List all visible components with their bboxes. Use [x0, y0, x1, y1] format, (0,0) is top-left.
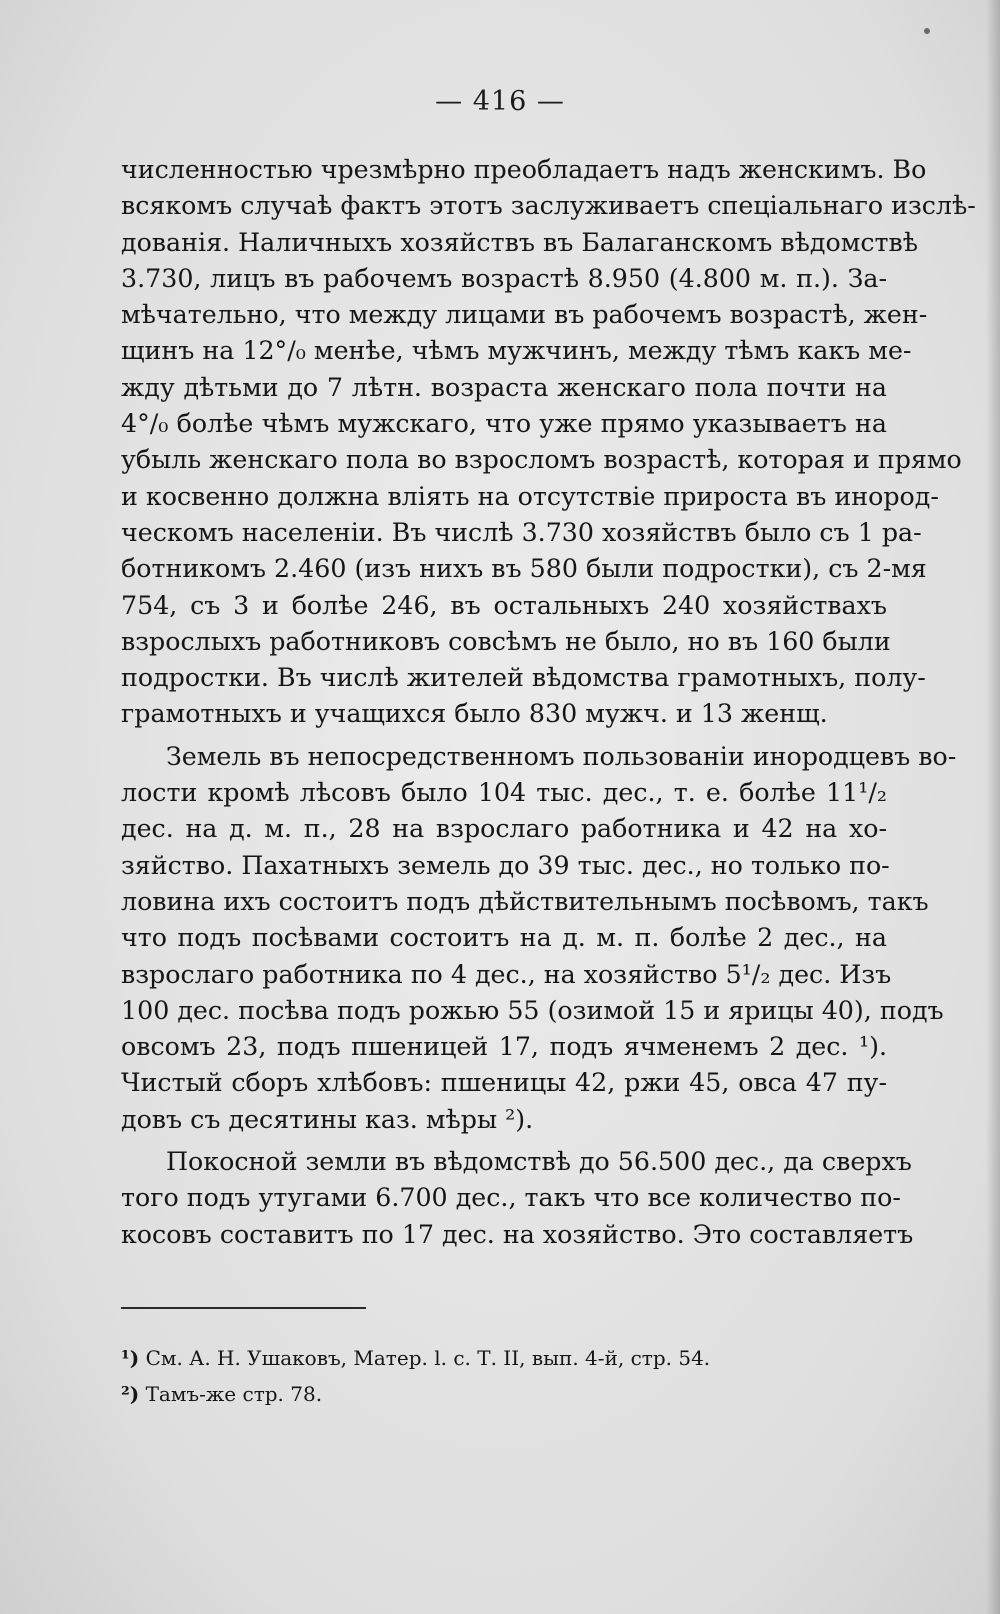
text-line: ботникомъ 2.460 (изъ нихъ въ 580 были подростки), съ 2-мя — [121, 554, 927, 584]
text-line: подростки. Въ числѣ жителей вѣдомства грамотныхъ, полу- — [121, 663, 926, 693]
footnote-rule — [121, 1307, 366, 1309]
paragraph-3 — [121, 1144, 914, 1253]
text-line: взрослыхъ работниковъ совсѣмъ не было, но въ 160 были — [121, 626, 891, 656]
page-edge-shadow — [986, 0, 1000, 1614]
text-line: что подъ посѣвами состоитъ на д. м. п. болѣе 2 дес., на — [121, 923, 887, 953]
footnote-mark: ¹) — [121, 1346, 140, 1370]
text-line: Земель въ непосредственномъ пользованіи инородцевъ во- — [166, 741, 957, 771]
text-line: численностью чрезмѣрно преобладаетъ надъ женскимъ. Во — [121, 155, 927, 184]
text-line: убыль женскаго пола во взросломъ возрастѣ, которая и прямо — [121, 445, 962, 475]
footnote-1 — [121, 1340, 887, 1376]
text-line: лости кромѣ лѣсовъ было 104 тыс. дес., т. е. болѣе 11¹/₂ — [121, 778, 887, 808]
text-line: косовъ составитъ по 17 дес. на хозяйство. Это составляетъ — [121, 1219, 914, 1249]
text-line: довъ съ десятины каз. мѣры ²). — [121, 1104, 534, 1134]
text-line: дес. на д. м. п., 28 на взрослаго работника и 42 на хо- — [121, 814, 887, 844]
text-line: щинъ на 12°/₀ менѣе, чѣмъ мужчинъ, между тѣмъ какъ ме- — [121, 336, 912, 366]
footnote-2 — [121, 1376, 887, 1412]
text-line: мѣчательно, что между лицами въ рабочемъ возрастѣ, жен- — [121, 300, 928, 330]
footnote-text: См. А. Н. Ушаковъ, Матер. l. c. Т. II, вып. 4-й, стр. 54. — [145, 1346, 711, 1370]
text-line: того подъ утугами 6.700 дес., такъ что все количество по- — [121, 1183, 901, 1213]
text-line: и косвенно должна влiять на отсутствіе прироста въ инород- — [121, 481, 939, 511]
paragraph-1 — [121, 152, 976, 733]
text-line: 754, съ 3 и болѣе 246, въ остальныхъ 240 хозяйствахъ — [121, 590, 887, 620]
text-line: дованія. Наличныхъ хозяйствъ въ Балаганскомъ вѣдомствѣ — [121, 227, 919, 257]
text-line: взрослаго работника по 4 дес., на хозяйство 5¹/₂ дес. Изъ — [121, 959, 892, 989]
text-line: Покосной земли въ вѣдомствѣ до 56.500 дес., да сверхъ — [166, 1147, 912, 1177]
paper-speck — [924, 28, 930, 34]
text-line: ческомъ населеніи. Въ числѣ 3.730 хозяйствъ было съ 1 ра- — [121, 517, 922, 547]
footnote-text: Тамъ-же стр. 78. — [145, 1382, 323, 1406]
page-number: — 416 — — [435, 86, 565, 117]
text-line: 4°/₀ болѣе чѣмъ мужскаго, что уже прямо указываетъ на — [121, 409, 887, 439]
text-line: грамотныхъ и учащихся было 830 мужч. и 13 женщ. — [121, 699, 828, 729]
text-line: всякомъ случаѣ фактъ этотъ заслуживаетъ спеціальнаго изслѣ- — [121, 191, 976, 221]
text-line: зяйство. Пахатныхъ земель до 39 тыс. дес., но только по- — [121, 850, 890, 880]
text-line: овсомъ 23, подъ пшеницей 17, подъ ячменемъ 2 дес. ¹). — [121, 1032, 887, 1062]
text-line: ловина ихъ состоитъ подъ дѣйствительнымъ посѣвомъ, такъ — [121, 886, 929, 916]
text-line: Чистый сборъ хлѣбовъ: пшеницы 42, ржи 45, овса 47 пу- — [121, 1068, 887, 1098]
text-line: 100 дес. посѣва подъ рожью 55 (озимой 15 и ярицы 40), подъ — [121, 995, 944, 1025]
footnote-mark: ²) — [121, 1382, 140, 1406]
footnotes — [121, 1340, 887, 1412]
paragraph-2 — [121, 739, 957, 1138]
text-line: 3.730, лицъ въ рабочемъ возрастѣ 8.950 (4.800 м. п.). За- — [121, 263, 887, 293]
text-line: жду дѣтьми до 7 лѣтн. возраста женскаго пола почти на — [121, 372, 887, 402]
body-text — [121, 152, 976, 1253]
